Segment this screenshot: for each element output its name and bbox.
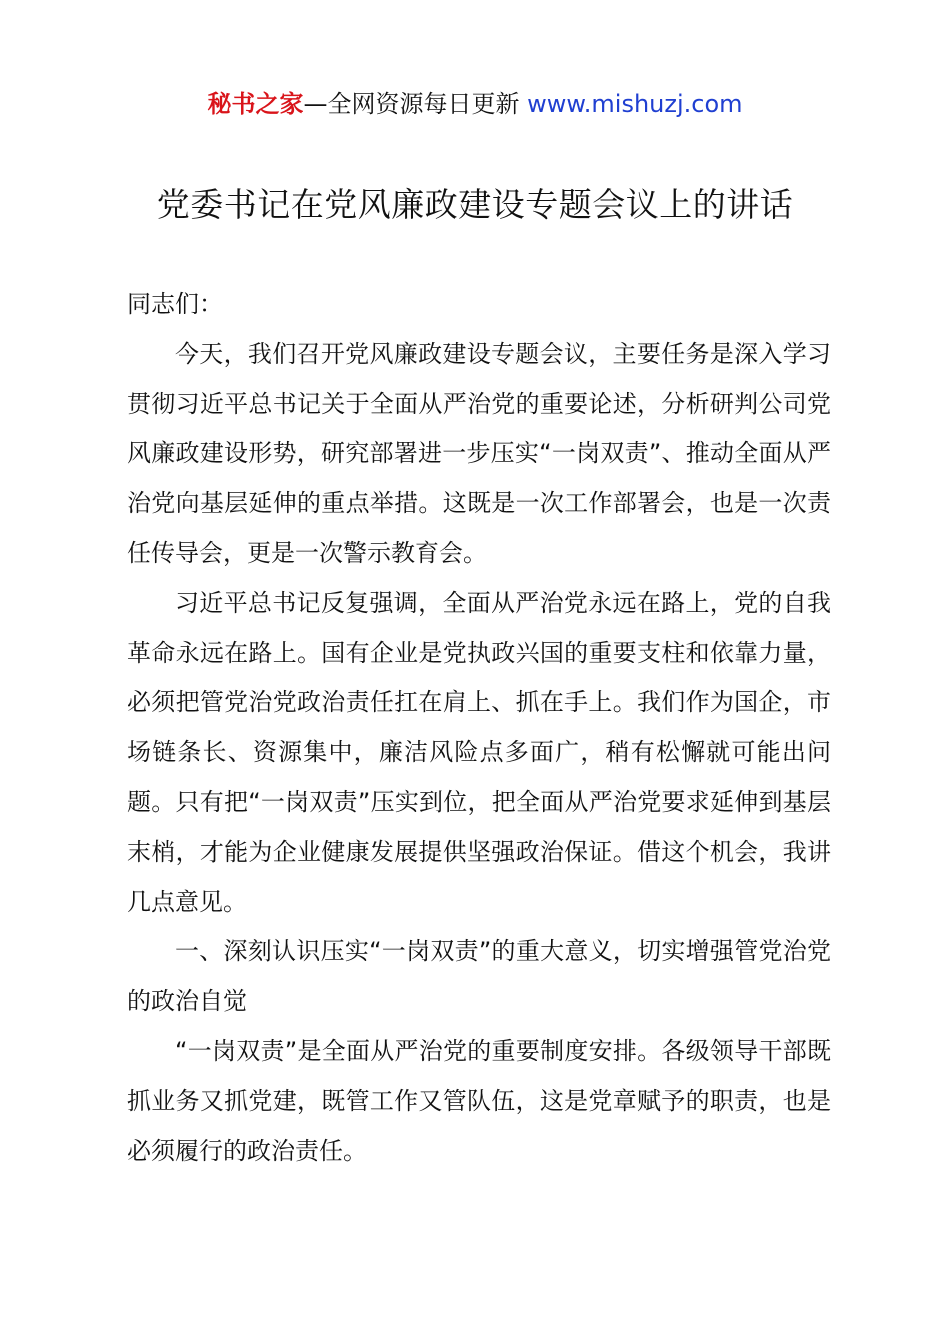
- site-tagline: —全网资源每日更新: [303, 90, 528, 118]
- salutation: 同志们：: [127, 290, 223, 318]
- section-1-paragraph: “一岗双责”是全面从严治党的重要制度安排。各级领导干部既抓业务又抓党建，既管工作又管队伍，这是党章赋予的职责，也是必须履行的政治责任。: [127, 1036, 831, 1165]
- document-title: 党委书记在党风廉政建设专题会议上的讲话: [156, 185, 794, 224]
- paragraph-2: 习近平总书记反复强调，全面从严治党永远在路上，党的自我革命永远在路上。国有企业是党执政兴国的重要支柱和依靠力量，必须把管党治党政治责任扛在肩上、抓在手上。我们作为国企，市场链条长、资源集中，廉洁风险点多面广，稍有松懈就可能出问题。只有把“一岗双责”压实到位，把全面从严治党要求延伸到基层末梢，才能为企业健康发展提供坚强政治保证。借这个机会，我讲几点意见。: [127, 588, 831, 916]
- paragraph-1: 今天，我们召开党风廉政建设专题会议，主要任务是深入学习贯彻习近平总书记关于全面从严治党的重要论述，分析研判公司党风廉政建设形势，研究部署进一步压实“一岗双责”、推动全面从严治党向基层延伸的重点举措。这既是一次工作部署会，也是一次责任传导会，更是一次警示教育会。: [127, 339, 831, 567]
- document-body: [127, 280, 831, 1176]
- site-url-link[interactable]: www.mishuzj.com: [527, 90, 743, 118]
- section-heading-1: 一、深刻认识压实“一岗双责”的重大意义，切实增强管党治党的政治自觉: [127, 937, 831, 1016]
- site-header: [0, 86, 950, 122]
- brand-name: 秘书之家: [207, 90, 304, 118]
